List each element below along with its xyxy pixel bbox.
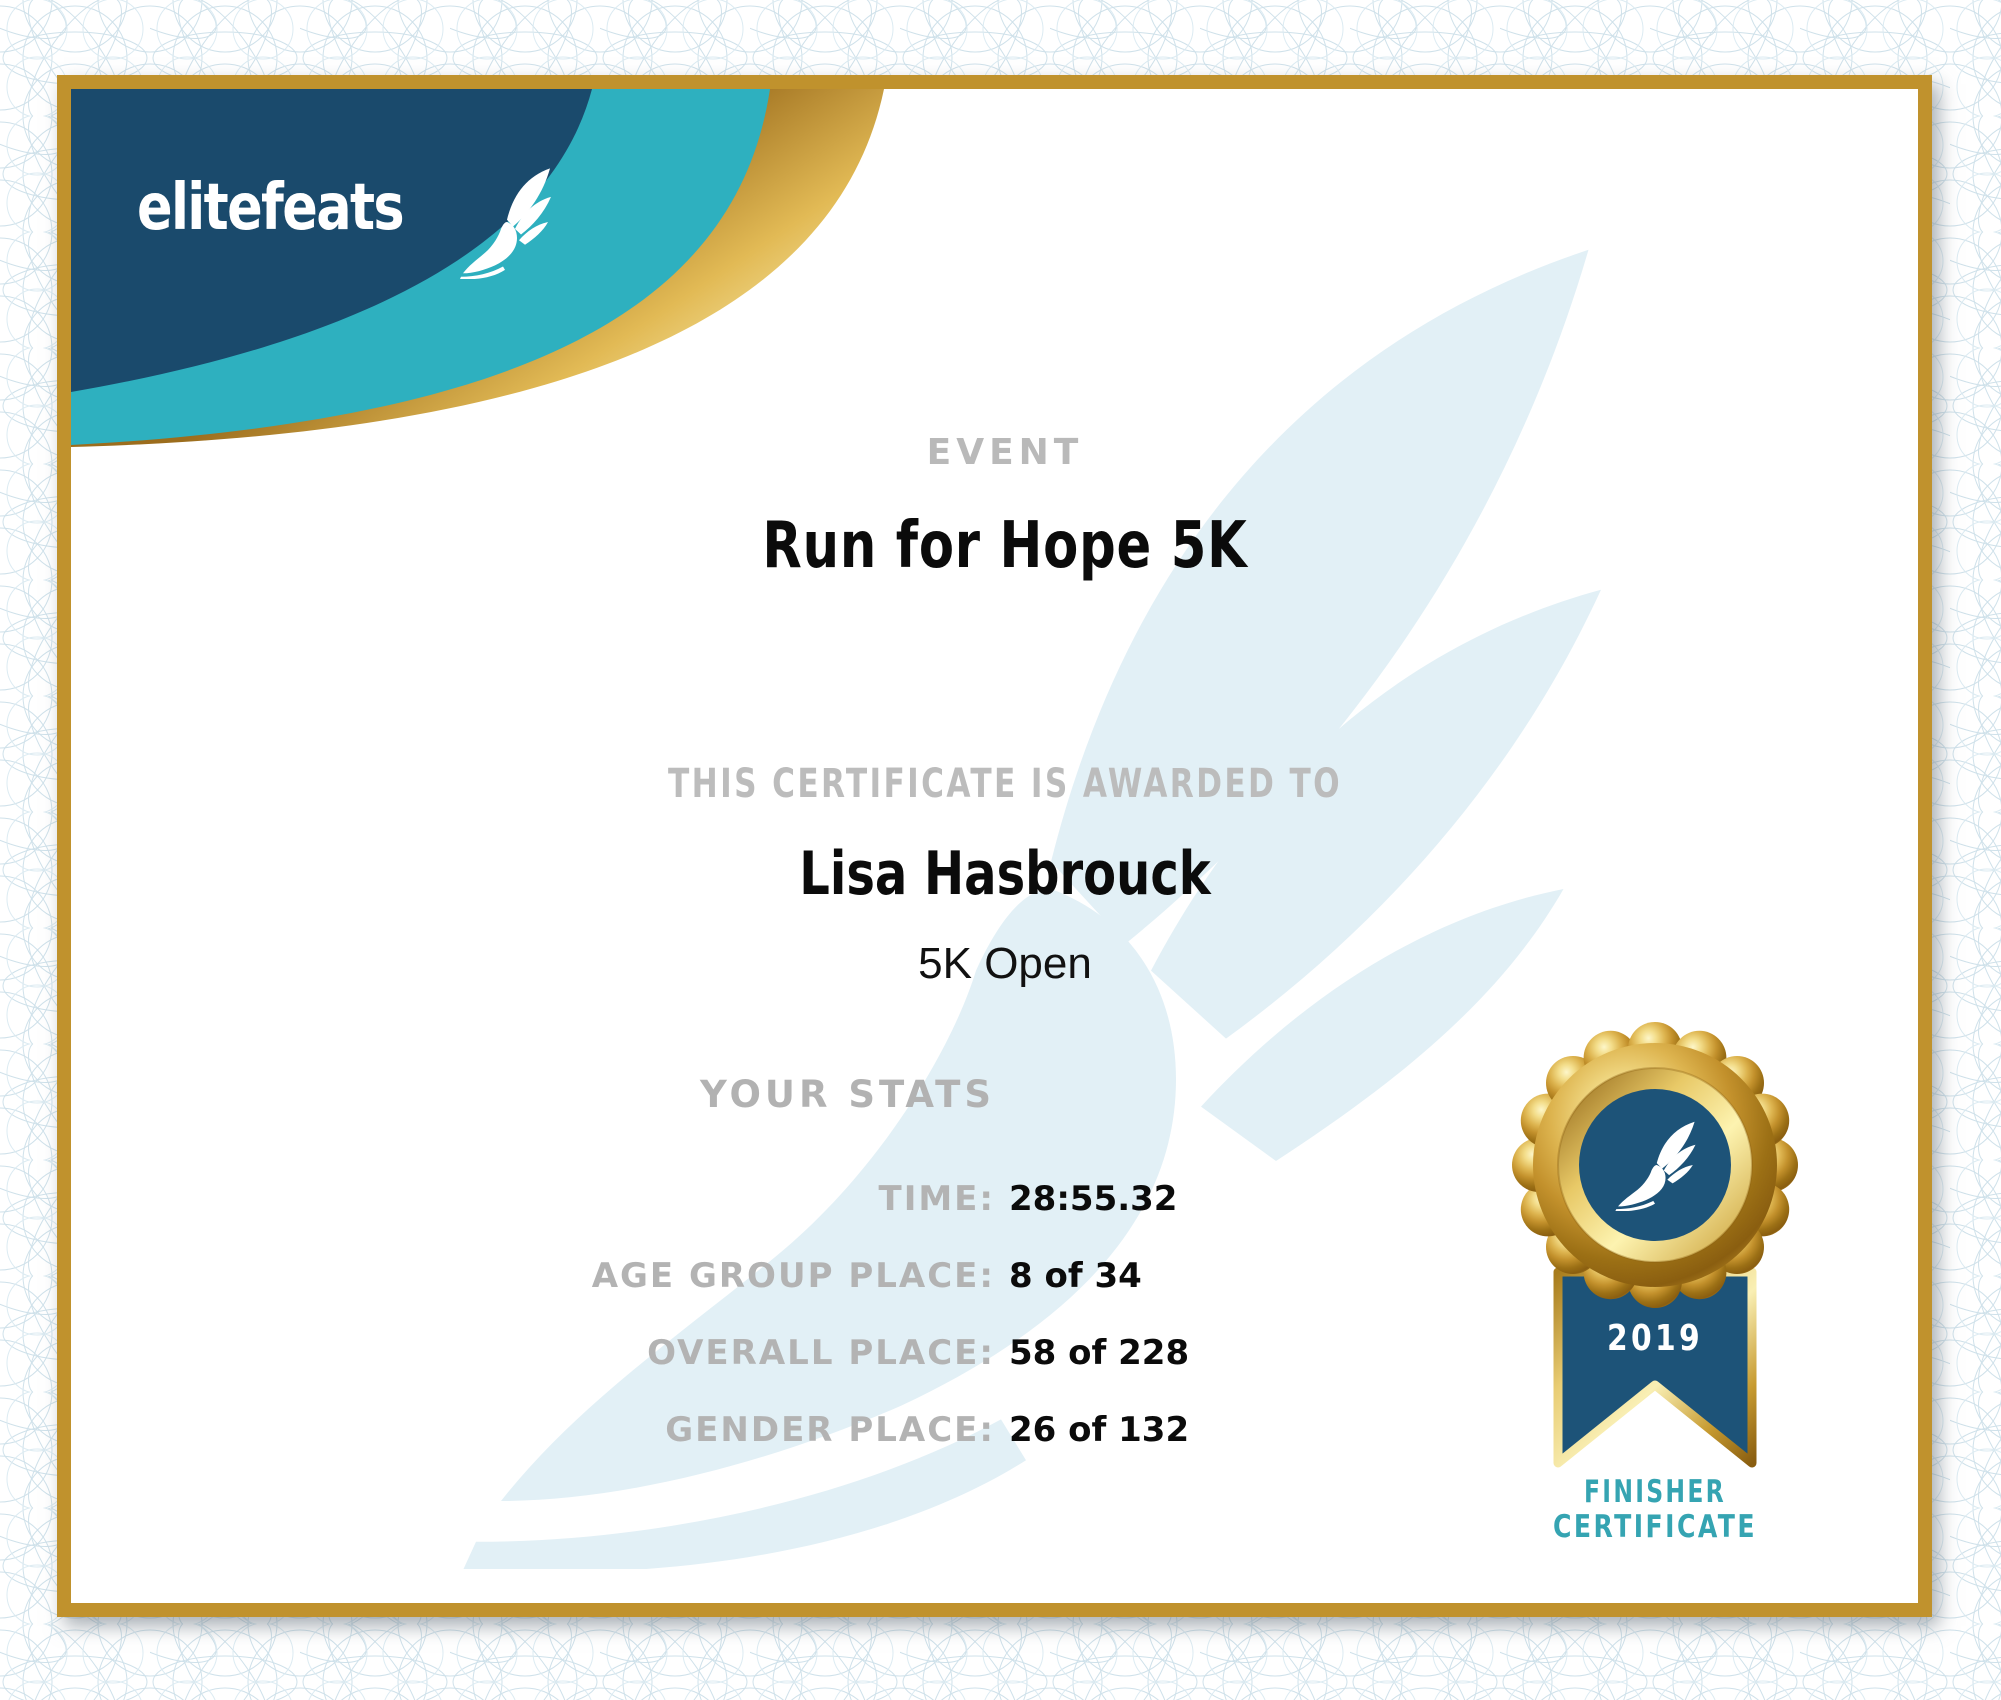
stat-value: 8 of 34 [1009,1255,1142,1296]
stat-value: 28:55.32 [1009,1178,1178,1219]
badge-caption-certificate: CERTIFICATE [1553,1509,1757,1545]
event-label: EVENT [926,432,1084,473]
certificate-inner-area [71,89,1918,1603]
division-name: 5K Open [918,939,1092,988]
logo-wordmark: elitefeats [137,171,404,245]
winged-foot-icon [455,165,555,279]
awarded-line: THIS CERTIFICATE IS AWARDED TO [668,761,1342,807]
stat-label: AGE GROUP PLACE: [591,1255,995,1296]
badge-center-disc [1579,1089,1731,1241]
event-name: Run for Hope 5K [762,509,1248,583]
finisher-badge [1485,989,1825,1549]
elitefeats-logo [137,133,555,283]
stats-header: YOUR STATS [699,1073,995,1116]
stat-value: 58 of 228 [1009,1332,1190,1373]
stat-label: OVERALL PLACE: [647,1332,995,1373]
stat-label: TIME: [878,1178,995,1219]
certificate-sheet [57,75,1932,1617]
recipient-name: Lisa Hasbrouck [799,839,1211,909]
badge-caption-finisher: FINISHER [1584,1474,1726,1510]
stat-label: GENDER PLACE: [665,1409,995,1450]
stat-value: 26 of 132 [1009,1409,1190,1450]
badge-year: 2019 [1607,1318,1703,1359]
